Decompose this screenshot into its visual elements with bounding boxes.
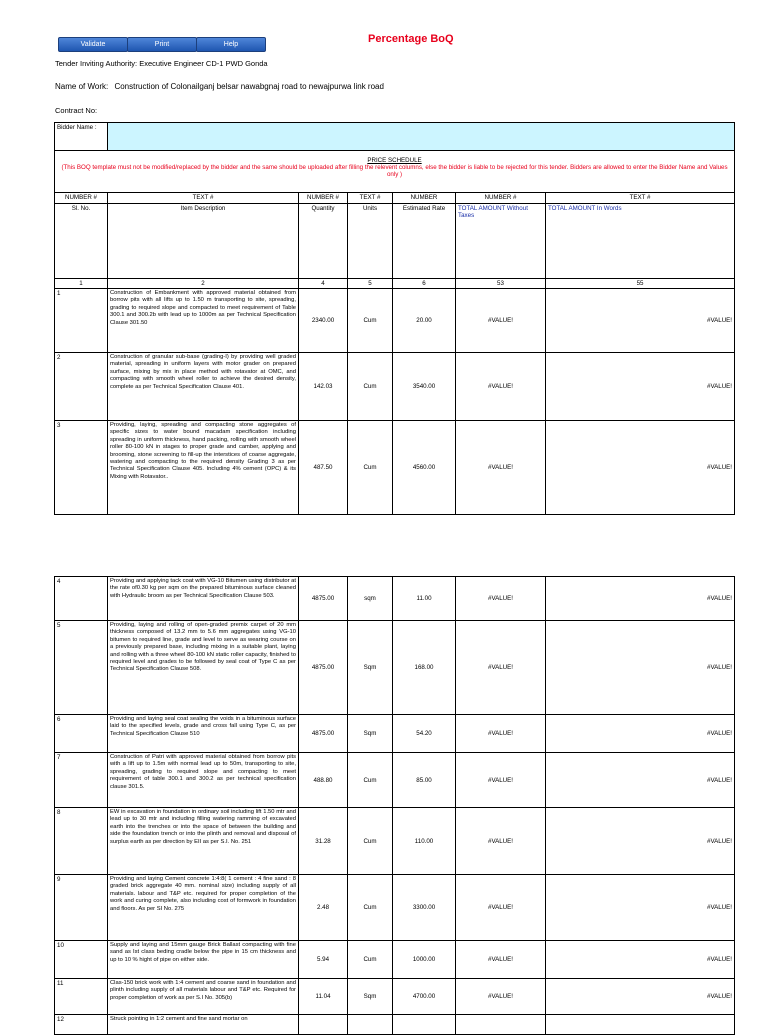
unit: Cum bbox=[348, 808, 393, 875]
quantity: 487.50 bbox=[299, 421, 348, 515]
header-item-description: Item Description bbox=[108, 204, 299, 279]
header-sl-no: Sl. No. bbox=[55, 204, 108, 279]
unit: Cum bbox=[348, 353, 393, 421]
table-row bbox=[55, 808, 735, 875]
unit bbox=[348, 1015, 393, 1035]
price-schedule-row bbox=[55, 151, 735, 193]
column-number: 5 bbox=[348, 279, 393, 289]
bidder-name-label: Bidder Name : bbox=[55, 123, 108, 151]
column-number: 6 bbox=[393, 279, 456, 289]
price-schedule-note: (This BOQ template must not be modified/replaced by the bidder and the same should be uploaded after filling the relevent columns, else the bidder is liable to be rejected for this tender. Bidders are allowed to enter the Bidder Name and Values only ) bbox=[61, 164, 728, 178]
name-of-work bbox=[55, 82, 384, 91]
bidder-name-row bbox=[55, 123, 735, 151]
sl-no: 7 bbox=[55, 753, 108, 808]
header-total-amount: TOTAL AMOUNT Without Taxes bbox=[456, 204, 546, 279]
estimated-rate: 11.00 bbox=[393, 577, 456, 621]
quantity: 5.94 bbox=[299, 941, 348, 979]
table-row bbox=[55, 1015, 735, 1035]
table-row bbox=[55, 875, 735, 941]
type-cell: TEXT # bbox=[108, 193, 299, 204]
total-amount: #VALUE! bbox=[456, 715, 546, 753]
column-header-row bbox=[55, 204, 735, 279]
sl-no: 10 bbox=[55, 941, 108, 979]
total-amount: #VALUE! bbox=[456, 941, 546, 979]
sl-no: 1 bbox=[55, 289, 108, 353]
type-cell: TEXT # bbox=[348, 193, 393, 204]
work-name: Construction of Colonailganj belsar nawabgnaj road to newajpurwa link road bbox=[114, 82, 384, 91]
table-row bbox=[55, 577, 735, 621]
header-quantity: Quantity bbox=[299, 204, 348, 279]
boq-table-page-2 bbox=[54, 576, 735, 1035]
unit: Cum bbox=[348, 941, 393, 979]
sl-no: 8 bbox=[55, 808, 108, 875]
item-description: EW in excavation in foundation in ordinary soil including lift 1.50 mtr and lead up to 30 mtr and including filling watering ramming of excavated earth into the trenches or into the space of between the building and side the foundation trench or into the plinth and removal and disposal of surplus earth as per direction by EII as per S.I. No. 251 bbox=[108, 808, 299, 875]
column-number: 2 bbox=[108, 279, 299, 289]
type-row bbox=[55, 193, 735, 204]
item-description: Construction of Embankment with approved material obtained from borrow pits with all lifts up to 1.50 m transporting to site, spreading, grading to required slope and compacted to meet requirement of Table 300.1 and 300.2b with lead up to 1000m as per Technical Specification Clause 301.50 bbox=[108, 289, 299, 353]
quantity: 2.48 bbox=[299, 875, 348, 941]
estimated-rate: 3540.00 bbox=[393, 353, 456, 421]
column-number-row bbox=[55, 279, 735, 289]
total-amount: #VALUE! bbox=[456, 289, 546, 353]
unit: Cum bbox=[348, 421, 393, 515]
contract-no: Contract No: bbox=[55, 106, 98, 115]
type-cell: NUMBER # bbox=[55, 193, 108, 204]
sl-no: 6 bbox=[55, 715, 108, 753]
quantity: 142.03 bbox=[299, 353, 348, 421]
amount-in-words: #VALUE! bbox=[546, 808, 735, 875]
unit: Cum bbox=[348, 753, 393, 808]
type-cell: NUMBER bbox=[393, 193, 456, 204]
quantity: 31.28 bbox=[299, 808, 348, 875]
sl-no: 11 bbox=[55, 979, 108, 1015]
table-row bbox=[55, 979, 735, 1015]
unit: Sqm bbox=[348, 715, 393, 753]
total-amount: #VALUE! bbox=[456, 979, 546, 1015]
item-description: Construction of Patri with approved material obtained from borrow pits with a lift up to 1.5m with normal lead up to 50m, transporting to site, spreading, grading to required slope and compacting to meet requirement of table 300.1 and 300.2 as per technical specification clause 301.5. bbox=[108, 753, 299, 808]
table-row bbox=[55, 715, 735, 753]
quantity bbox=[299, 1015, 348, 1035]
boq-table-page-1 bbox=[54, 122, 735, 515]
item-description: Supply and laying and 15mm gauge Brick Ballast compacting with fine sand as Ist class beding cradle below the pipe in 15 cm thickness and up to 10 % hight of pipe on either side. bbox=[108, 941, 299, 979]
total-amount: #VALUE! bbox=[456, 875, 546, 941]
sl-no: 2 bbox=[55, 353, 108, 421]
sl-no: 5 bbox=[55, 621, 108, 715]
table-row bbox=[55, 941, 735, 979]
work-label: Name of Work: bbox=[55, 82, 109, 91]
header-amount-in-words: TOTAL AMOUNT In Words bbox=[546, 204, 735, 279]
item-description: Providing, laying and rolling of open-graded premix carpet of 20 mm thickness composed of 13.2 mm to 5.6 mm aggregates using VG-10 bitumen to required line, grade and level to serve as wearing course on a previously prepared base, including mixing in a suitable plant, laying and rolling with a three wheel 80-100 kN static roller capacity, finished to required level and grades to be followed by seal coat of Type C as per Technical Specification Clause 508. bbox=[108, 621, 299, 715]
amount-in-words: #VALUE! bbox=[546, 979, 735, 1015]
estimated-rate bbox=[393, 1015, 456, 1035]
unit: Sqm bbox=[348, 621, 393, 715]
item-description: Providing, laying, spreading and compacting stone aggregates of specific sizes to water bound macadam specification including spreading in uniform thickness, hand packing, rolling with smooth wheel roller 80-100 kN in stages to proper grade and camber, applying and brooming, stone screening to fill-up the interstices of coarse aggregate, watering and compacting to the required density Grading 3 as per Technical Specification Clause 405. Including 4% cement (OPC) & its Mixing with Rotavator.. bbox=[108, 421, 299, 515]
estimated-rate: 20.00 bbox=[393, 289, 456, 353]
item-description: Providing and laying Cement concrete 1:4:8( 1 cement : 4 fine sand : 8 graded brick aggregate 40 mm. nominal size) including supply of all materials. labour and T&P etc. required for proper completion of the work and curing complete, also including cost of formwork in foundation and floors. As per SI No. 275 bbox=[108, 875, 299, 941]
page-title: Percentage BoQ bbox=[368, 33, 454, 45]
estimated-rate: 4700.00 bbox=[393, 979, 456, 1015]
table-row bbox=[55, 353, 735, 421]
amount-in-words: #VALUE! bbox=[546, 353, 735, 421]
item-description: Construction of granular sub-base (grading-I) by providing well graded material, spreading in uniform layers with motor grader on prepared surface, mixing by mix in place method with rotavator at OMC, and compacting with smooth wheel roller to achieve the desired density, complete as per Technical Specification Clause 401. bbox=[108, 353, 299, 421]
estimated-rate: 110.00 bbox=[393, 808, 456, 875]
quantity: 2340.00 bbox=[299, 289, 348, 353]
table-row bbox=[55, 753, 735, 808]
unit: Sqm bbox=[348, 979, 393, 1015]
header-units: Units bbox=[348, 204, 393, 279]
unit: sqm bbox=[348, 577, 393, 621]
estimated-rate: 1000.00 bbox=[393, 941, 456, 979]
estimated-rate: 85.00 bbox=[393, 753, 456, 808]
validate-button[interactable]: Validate bbox=[58, 37, 128, 52]
amount-in-words bbox=[546, 1015, 735, 1035]
table-row bbox=[55, 289, 735, 353]
amount-in-words: #VALUE! bbox=[546, 577, 735, 621]
tender-authority: Tender Inviting Authority: Executive Engineer CD-1 PWD Gonda bbox=[55, 59, 268, 68]
amount-in-words: #VALUE! bbox=[546, 753, 735, 808]
estimated-rate: 3300.00 bbox=[393, 875, 456, 941]
print-button[interactable]: Print bbox=[127, 37, 197, 52]
quantity: 488.80 bbox=[299, 753, 348, 808]
amount-in-words: #VALUE! bbox=[546, 941, 735, 979]
total-amount: #VALUE! bbox=[456, 621, 546, 715]
item-description: Providing and laying seal coat sealing the voids in a bituminous surface laid to the specified levels, grade and cross fall using Type C, as per Technical Specification Clause 510 bbox=[108, 715, 299, 753]
item-description: Providing and applying tack coat with VG-10 Bitumen using distributor at the rate of0.30 kg per sqm on the prepared bituminous surface cleaned with Hydraulic broom as per Technical Specification Clause 503. bbox=[108, 577, 299, 621]
type-cell: NUMBER # bbox=[456, 193, 546, 204]
sl-no: 3 bbox=[55, 421, 108, 515]
total-amount: #VALUE! bbox=[456, 808, 546, 875]
type-cell: NUMBER # bbox=[299, 193, 348, 204]
price-schedule-heading: PRICE SCHEDULE bbox=[367, 157, 422, 164]
table-row bbox=[55, 421, 735, 515]
quantity: 4875.00 bbox=[299, 621, 348, 715]
estimated-rate: 4560.00 bbox=[393, 421, 456, 515]
bidder-name-input[interactable] bbox=[108, 123, 735, 151]
amount-in-words: #VALUE! bbox=[546, 421, 735, 515]
column-number: 4 bbox=[299, 279, 348, 289]
table-row bbox=[55, 621, 735, 715]
amount-in-words: #VALUE! bbox=[546, 289, 735, 353]
total-amount: #VALUE! bbox=[456, 577, 546, 621]
item-description: Clas-150 brick work with 1:4 cement and coarse sand in foundation and plinth including supply of all materials labour and T&P etc. Required for proper completion of work as per S.I No. 305(b) bbox=[108, 979, 299, 1015]
quantity: 4875.00 bbox=[299, 715, 348, 753]
sl-no: 12 bbox=[55, 1015, 108, 1035]
amount-in-words: #VALUE! bbox=[546, 875, 735, 941]
unit: Cum bbox=[348, 289, 393, 353]
estimated-rate: 54.20 bbox=[393, 715, 456, 753]
quantity: 4875.00 bbox=[299, 577, 348, 621]
unit: Cum bbox=[348, 875, 393, 941]
column-number: 55 bbox=[546, 279, 735, 289]
total-amount: #VALUE! bbox=[456, 753, 546, 808]
total-amount: #VALUE! bbox=[456, 353, 546, 421]
amount-in-words: #VALUE! bbox=[546, 621, 735, 715]
estimated-rate: 168.00 bbox=[393, 621, 456, 715]
header-estimated-rate: Estimated Rate bbox=[393, 204, 456, 279]
total-amount bbox=[456, 1015, 546, 1035]
quantity: 11.04 bbox=[299, 979, 348, 1015]
amount-in-words: #VALUE! bbox=[546, 715, 735, 753]
column-number: 1 bbox=[55, 279, 108, 289]
column-number: 53 bbox=[456, 279, 546, 289]
total-amount: #VALUE! bbox=[456, 421, 546, 515]
help-button[interactable]: Help bbox=[196, 37, 266, 52]
type-cell: TEXT # bbox=[546, 193, 735, 204]
item-description: Struck pointing in 1:2 cement and fine sand mortar on bbox=[108, 1015, 299, 1035]
sl-no: 4 bbox=[55, 577, 108, 621]
sl-no: 9 bbox=[55, 875, 108, 941]
